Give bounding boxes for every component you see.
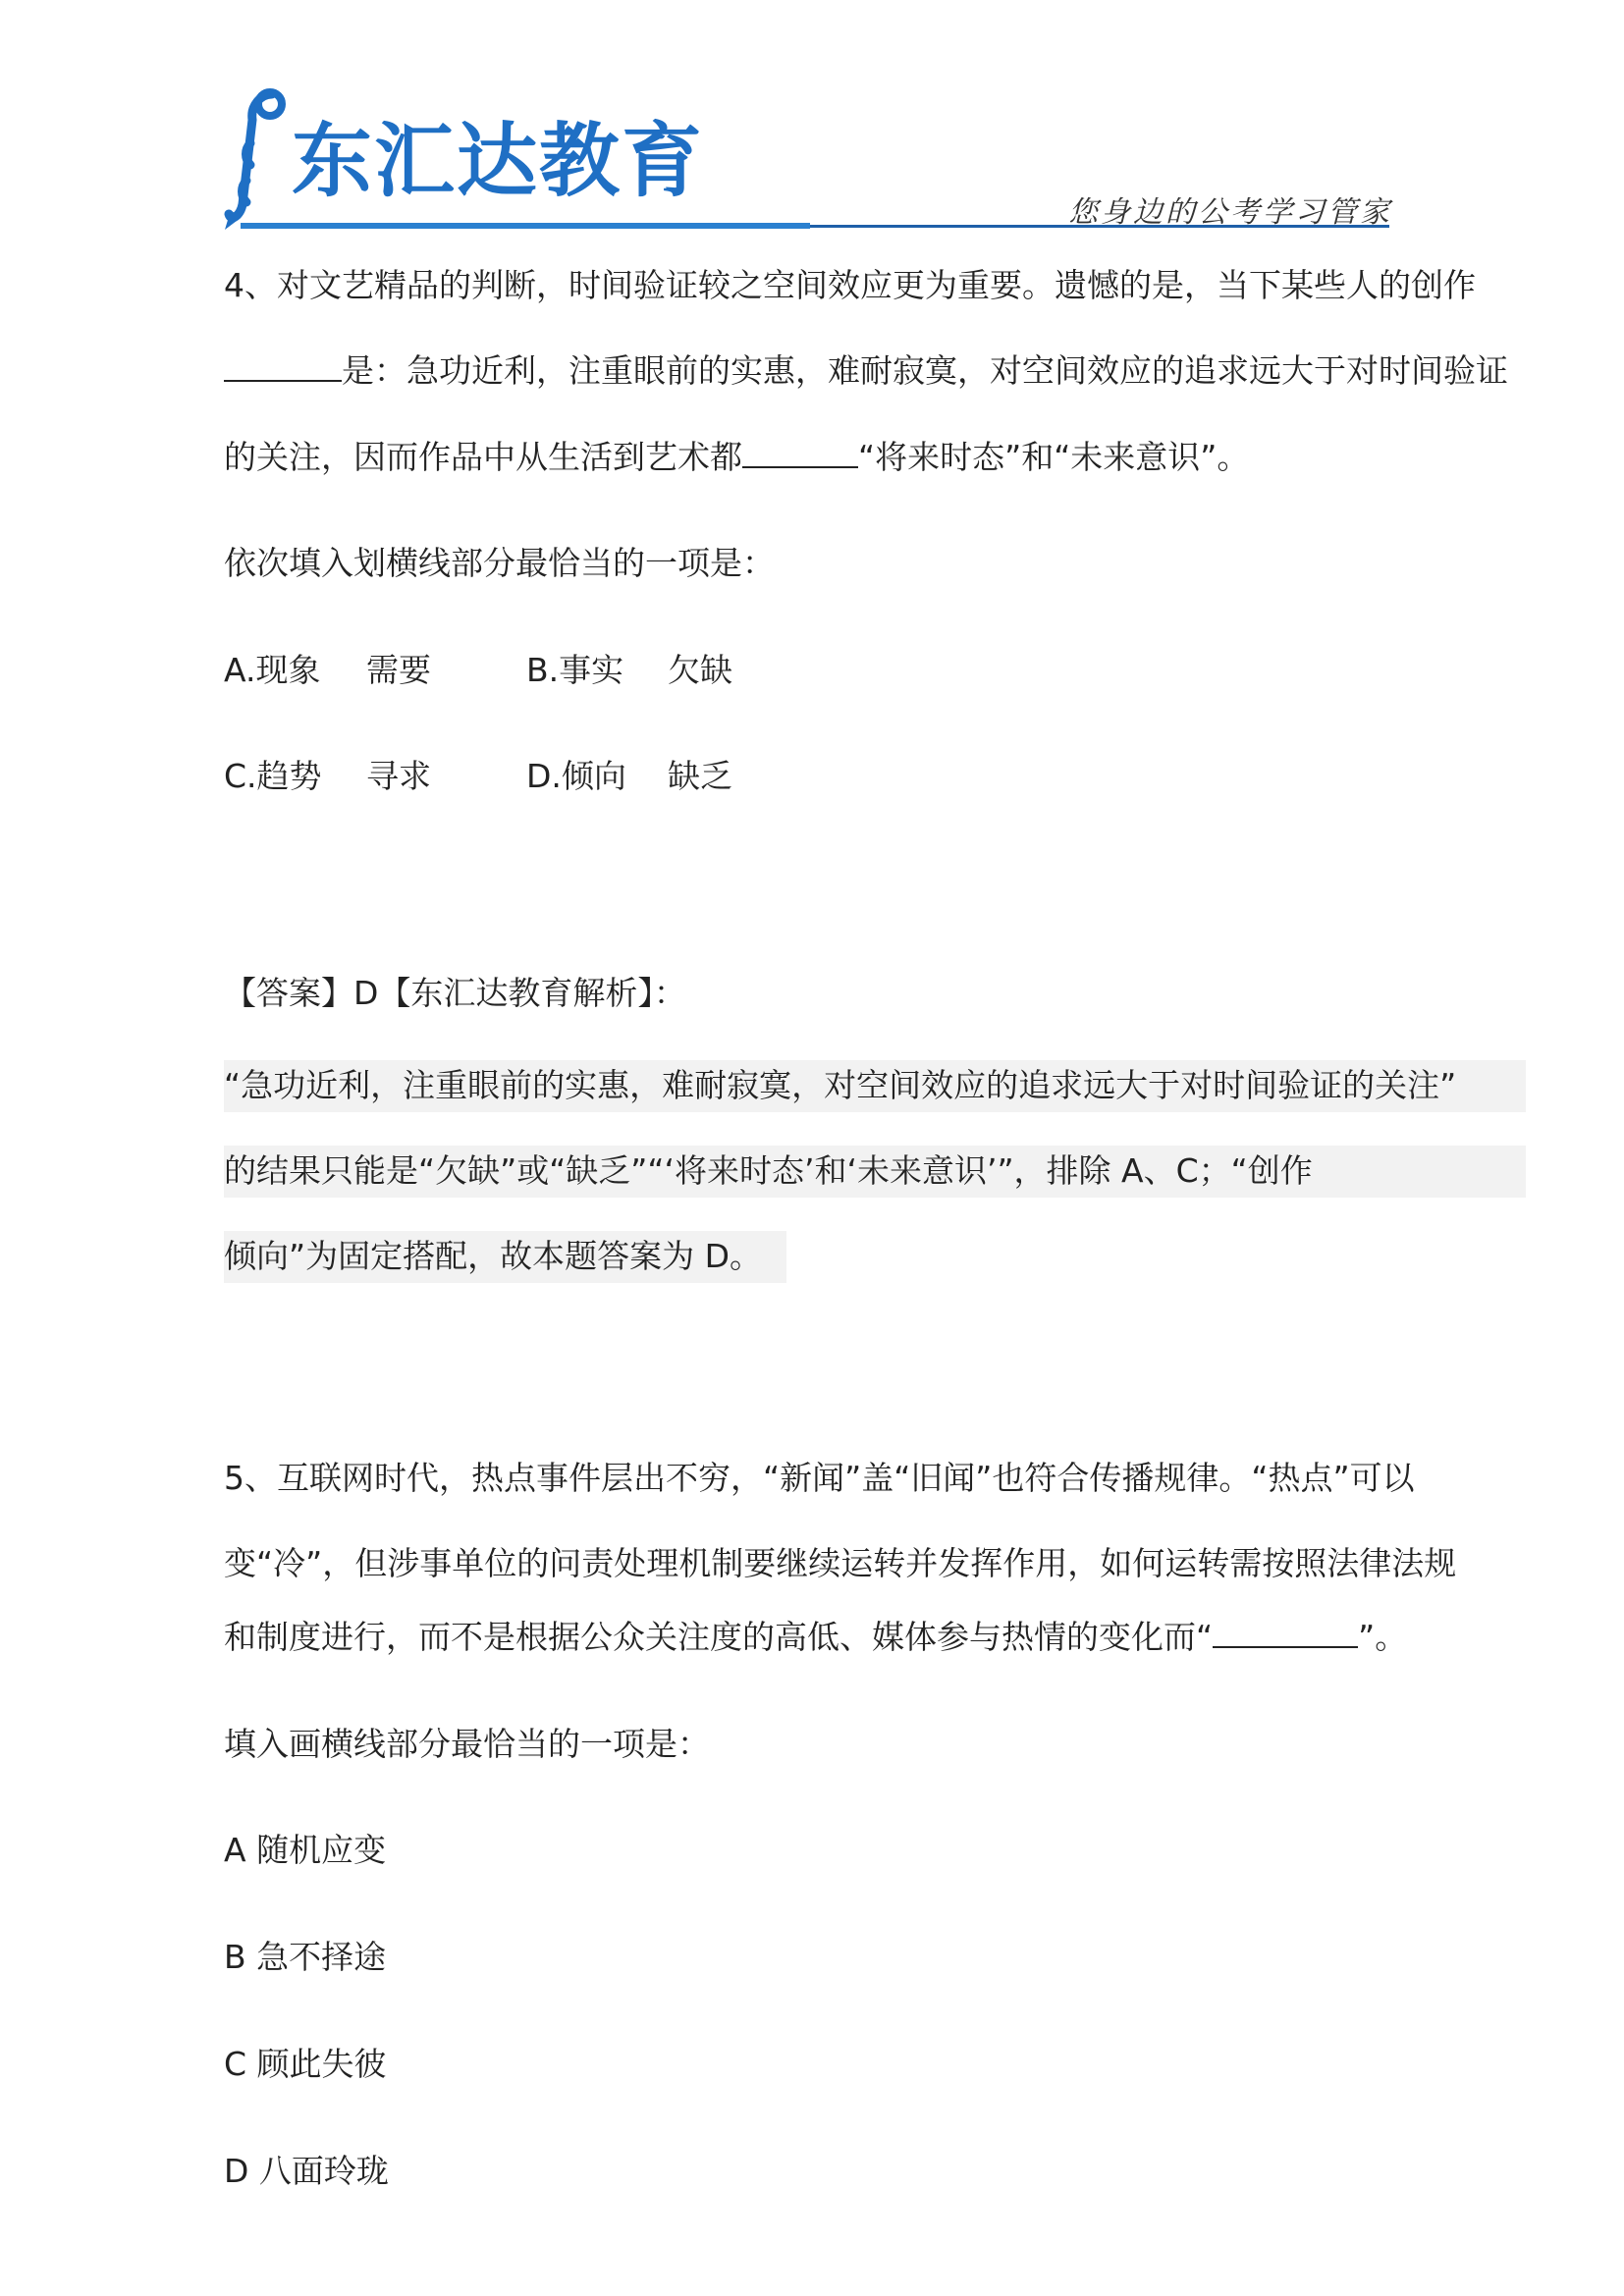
q5-option-d: D 八面玲珑 — [224, 2152, 389, 2190]
q4-stem-line-2-text: 是：急功近利，注重眼前的实惠，难耐寂寞，对空间效应的追求远大于对时间验证 — [342, 351, 1508, 390]
q4-stem-line-3-text-a: 的关注，因而作品中从生活到艺术都 — [224, 438, 742, 476]
q4-option-c: C.趋势 — [224, 757, 322, 795]
q4-option-b: B.事实 — [526, 651, 624, 689]
q5-stem-line-3 — [224, 1616, 1407, 1659]
q4-option-c-word: 寻求 — [366, 757, 431, 795]
q4-stem-line-2 — [224, 349, 1508, 393]
brand-name: 东汇达教育 — [292, 115, 705, 208]
pencil-logo-icon — [221, 86, 299, 234]
q5-prompt: 填入画横线部分最恰当的一项是： — [224, 1725, 710, 1763]
answer-blank — [1213, 1617, 1358, 1648]
q5-option-b: B 急不择途 — [224, 1938, 387, 1976]
q4-option-a-word: 需要 — [366, 651, 431, 689]
q5-stem-line-3-text-b: ”。 — [1358, 1618, 1408, 1656]
q4-stem-line-3-text-b: “将来时态”和“未来意识”。 — [858, 438, 1250, 476]
q4-stem-line-3 — [224, 436, 1249, 479]
q4-explanation-line-1: “急功近利，注重眼前的实惠，难耐寂寞，对空间效应的追求远大于对时间验证的关注” — [224, 1066, 1457, 1104]
q5-stem-line-3-text-a: 和制度进行，而不是根据公众关注度的高低、媒体参与热情的变化而“ — [224, 1618, 1214, 1656]
header-divider-accent — [241, 223, 810, 229]
q4-answer-heading: 【答案】D【东汇达教育解析】： — [224, 974, 686, 1012]
answer-blank — [742, 437, 858, 468]
answer-blank — [224, 350, 342, 382]
q4-option-a: A.现象 — [224, 651, 321, 689]
brand-logo — [221, 86, 810, 234]
q4-explanation-line-2: 的结果只能是“欠缺”或“缺乏”“‘将来时态’和‘未来意识’”，排除 A、C；“创作 — [224, 1151, 1313, 1190]
q5-stem-line-1: 5、互联网时代，热点事件层出不穷，“新闻”盖“旧闻”也符合传播规律。“热点”可以 — [224, 1459, 1415, 1497]
header-slogan: 您身边的公考学习管家 — [1068, 195, 1392, 230]
q5-option-a: A 随机应变 — [224, 1831, 387, 1869]
q5-option-c: C 顾此失彼 — [224, 2045, 387, 2083]
q4-option-b-word: 欠缺 — [668, 651, 732, 689]
q4-option-d-word: 缺乏 — [668, 757, 732, 795]
q4-option-d: D.倾向 — [526, 757, 626, 795]
q5-stem-line-2: 变“冷”，但涉事单位的问责处理机制要继续运转并发挥作用，如何运转需按照法律法规 — [224, 1544, 1457, 1582]
q4-explanation-line-3: 倾向”为固定搭配，故本题答案为 D。 — [224, 1237, 762, 1275]
q4-stem-line-1: 4、对文艺精品的判断，时间验证较之空间效应更为重要。遗憾的是，当下某些人的创作 — [224, 266, 1476, 304]
q4-prompt: 依次填入划横线部分最恰当的一项是： — [224, 544, 775, 582]
